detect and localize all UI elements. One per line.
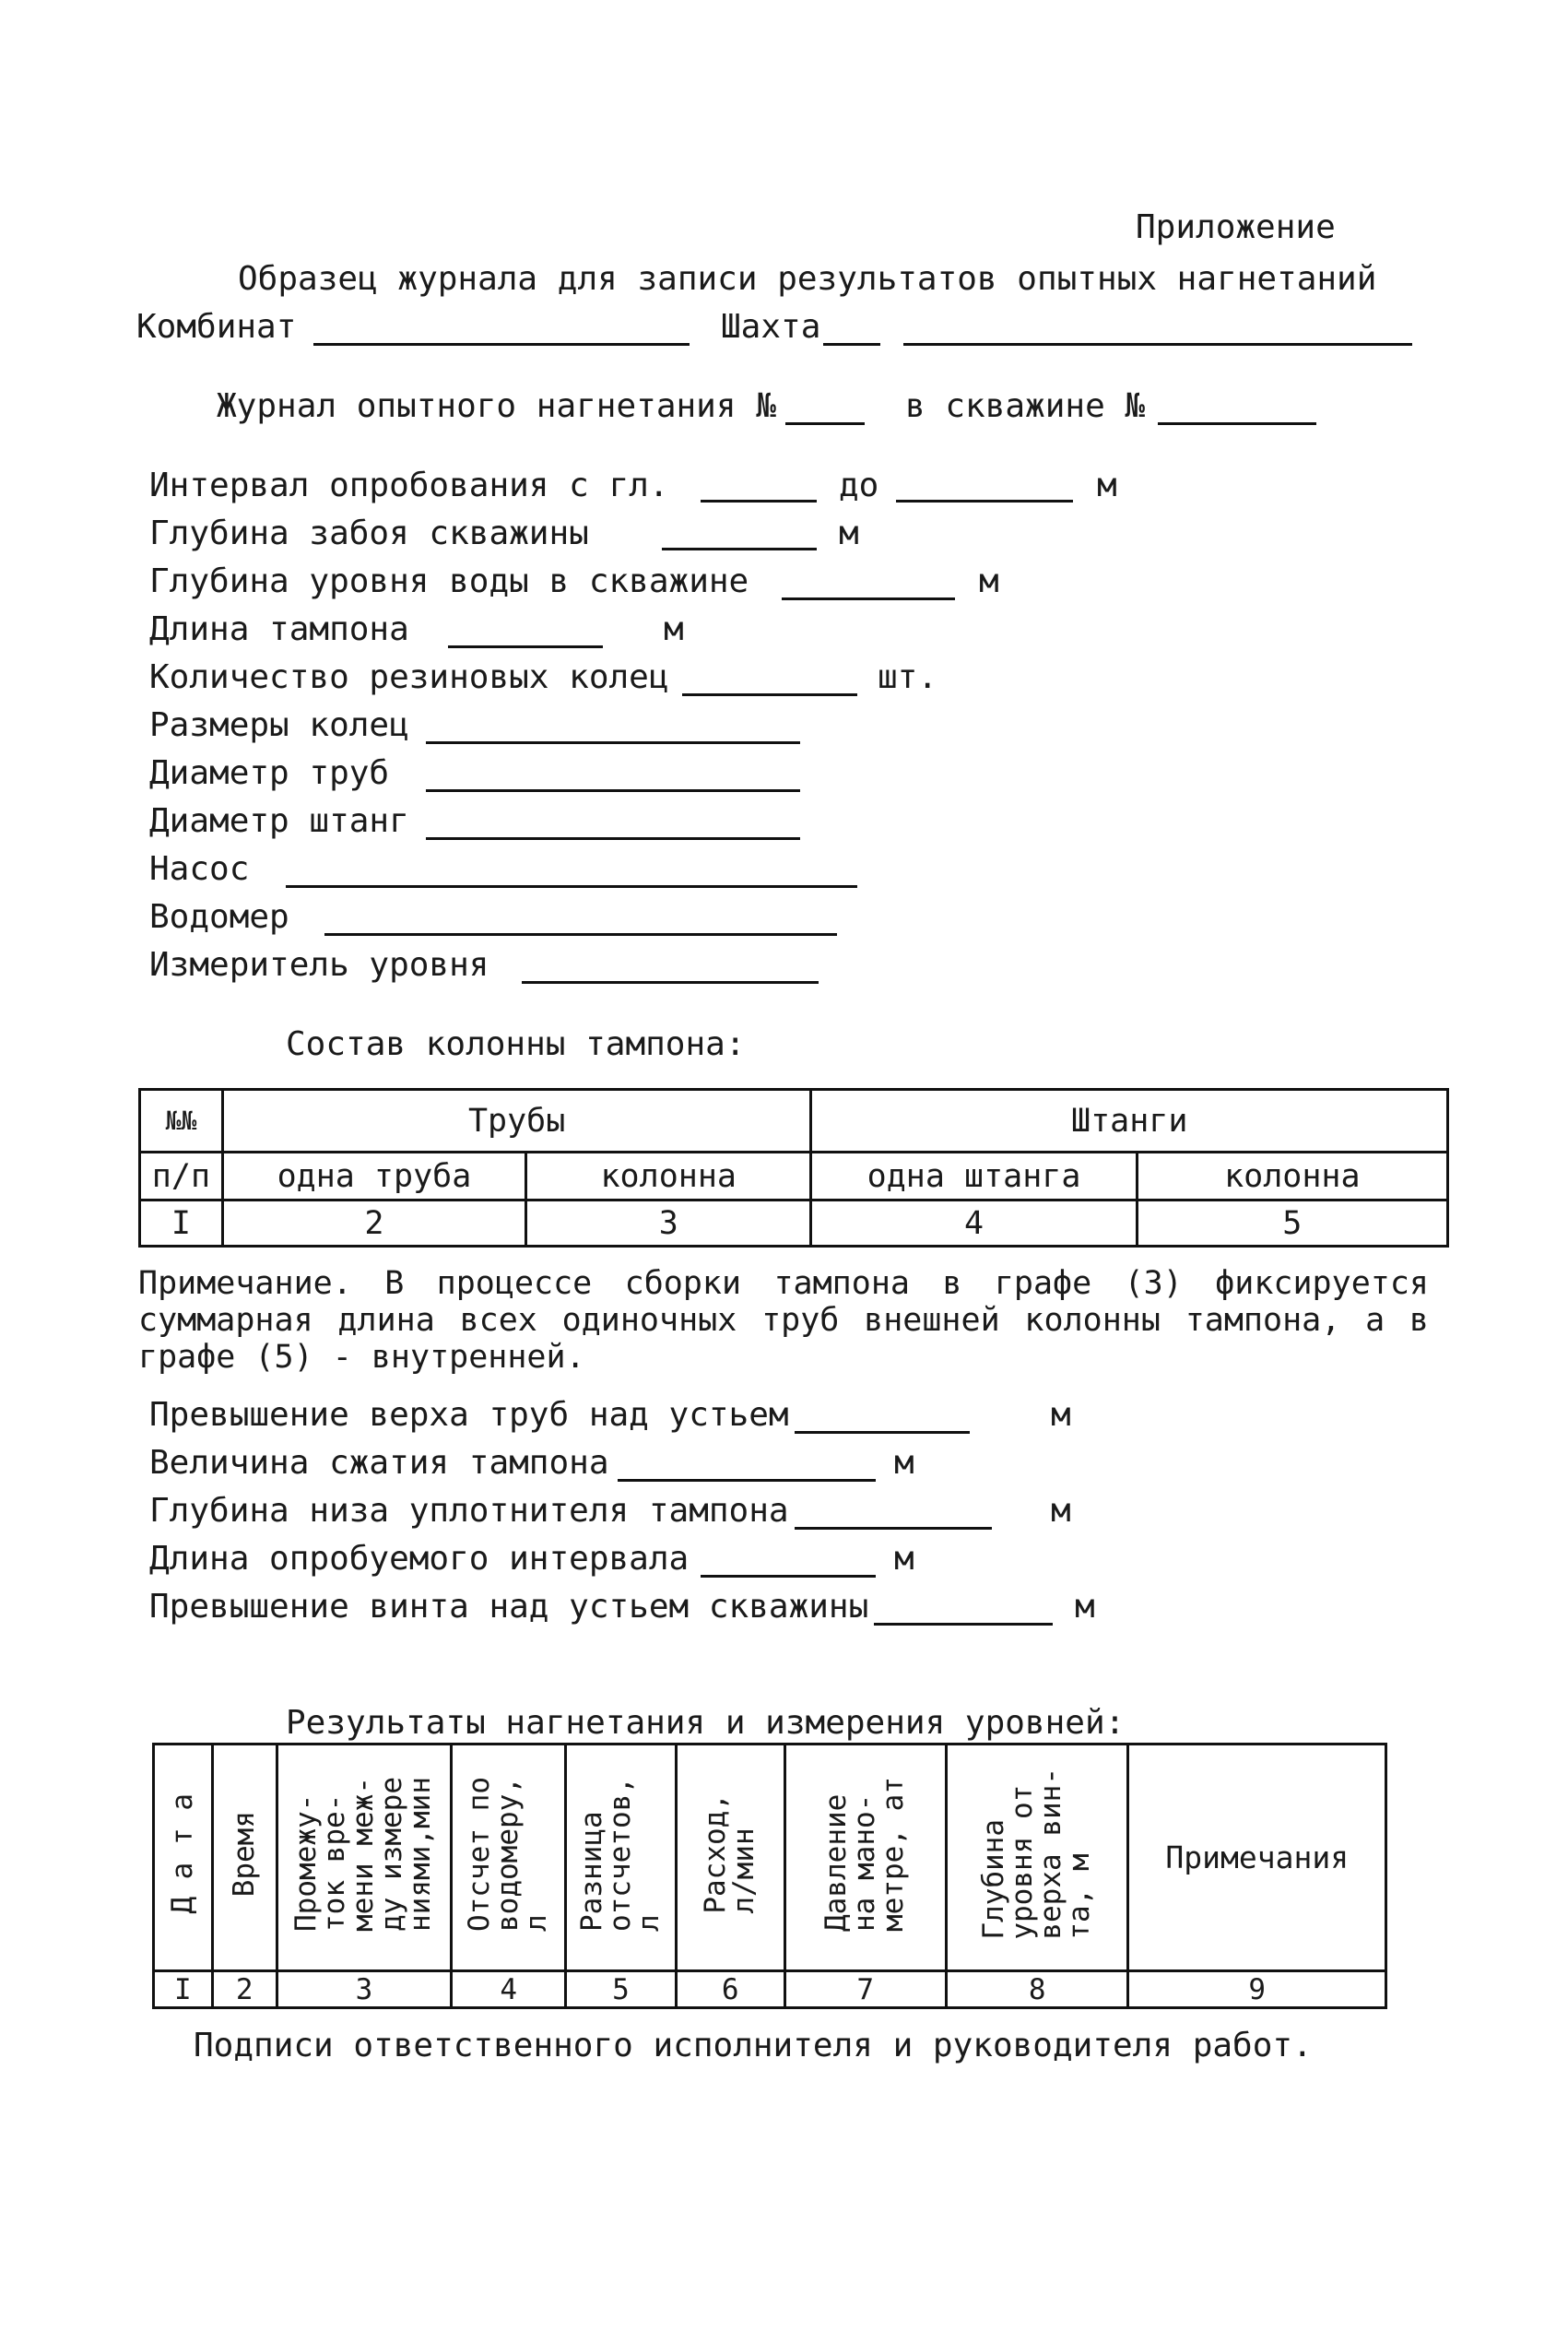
result-column-number: 8 <box>946 1971 1128 2008</box>
reading-diff-header-text: Разница отсчетов, л <box>575 1776 666 1932</box>
interval-label: Интервал опробования с гл. <box>149 467 669 504</box>
one-pipe-header: одна труба <box>222 1153 525 1200</box>
seal-depth-unit: м <box>1051 1492 1071 1530</box>
water-level-field[interactable] <box>782 597 955 600</box>
journal-number-field[interactable] <box>785 422 865 425</box>
column-number: 2 <box>222 1200 525 1247</box>
compression-unit: м <box>894 1444 914 1482</box>
interval-length-label: Длина опробуемого интервала <box>149 1540 690 1578</box>
rings-count-label: Количество резиновых колец <box>149 658 669 696</box>
result-column-number: I <box>154 1971 213 2008</box>
column-number: 3 <box>526 1200 811 1247</box>
pipe-top-field[interactable] <box>795 1431 970 1434</box>
interval-header-text: Промежу- ток вре- мени меж- ду измере ниями,мин <box>289 1776 438 1932</box>
bottom-depth-field[interactable] <box>662 548 817 550</box>
reading-diff-header <box>566 1745 677 1971</box>
packer-length-field[interactable] <box>448 645 603 648</box>
interval-to-field[interactable] <box>896 500 1073 503</box>
interval-length-field[interactable] <box>701 1575 876 1578</box>
time-header <box>212 1745 277 1971</box>
interval-from-field[interactable] <box>701 500 817 503</box>
time-header-text: Время <box>227 1810 261 1898</box>
results-table-title: Результаты нагнетания и измерения уровней: <box>286 1704 1126 1742</box>
pump-label: Насос <box>149 850 250 888</box>
notes-header: Примечания <box>1128 1745 1386 1971</box>
pipe-column-header: колонна <box>526 1153 811 1200</box>
rings-count-unit: шт. <box>878 658 938 696</box>
flow-rate-header <box>676 1745 784 1971</box>
column-number: 4 <box>811 1200 1137 1247</box>
bottom-depth-unit: м <box>839 514 859 552</box>
journal-label: Журнал опытного нагнетания № <box>217 387 776 425</box>
seal-depth-field[interactable] <box>795 1527 992 1530</box>
appendix-label: Приложение <box>1136 208 1336 246</box>
result-column-number: 6 <box>676 1971 784 2008</box>
shakhta-label: Шахта <box>721 308 821 346</box>
column-table-title: Состав колонны тампона: <box>286 1025 746 1063</box>
result-column-number: 2 <box>212 1971 277 2008</box>
one-rod-header: одна штанга <box>811 1153 1137 1200</box>
in-well-label: в скважине № <box>905 387 1146 425</box>
pressure-header-text: Давление на мано- метре, ат <box>819 1776 911 1932</box>
result-column-number: 5 <box>566 1971 677 2008</box>
level-meter-label: Измеритель уровня <box>149 946 489 984</box>
pump-field[interactable] <box>286 885 857 888</box>
rod-diameter-label: Диаметр штанг <box>149 802 409 840</box>
shakhta-field-a[interactable] <box>823 343 880 346</box>
kombinat-label: Комбинат <box>136 308 297 346</box>
level-depth-header-text: Глубина уровня от верха вин- та, м <box>977 1768 1097 1940</box>
result-column-number: 7 <box>784 1971 946 2008</box>
compression-label: Величина сжатия тампона <box>149 1444 609 1482</box>
rods-header: Штанги <box>811 1090 1448 1153</box>
interval-to-label: до <box>839 467 879 504</box>
interval-header <box>277 1745 452 1971</box>
signature-text: Подписи ответственного исполнителя и руководителя работ. <box>194 2027 1313 2064</box>
date-header <box>154 1745 213 1971</box>
result-column-number: 3 <box>277 1971 452 2008</box>
packer-length-unit: м <box>664 610 684 648</box>
packer-length-label: Длина тампона <box>149 610 409 648</box>
pipes-header: Трубы <box>222 1090 811 1153</box>
shakhta-field-b[interactable] <box>903 343 1412 346</box>
note-text: Примечание. В процессе сборки тампона в графе (3) фиксируется суммарная длина всех одиночных труб внешней колонны тампона, а в графе (5) - внутренней. <box>138 1265 1429 1376</box>
flowmeter-reading-header <box>452 1745 566 1971</box>
water-level-label: Глубина уровня воды в скважине <box>149 562 749 600</box>
rod-diameter-field[interactable] <box>426 837 800 840</box>
level-meter-field[interactable] <box>522 981 819 984</box>
flowmeter-label: Водомер <box>149 898 289 936</box>
pipe-top-unit: м <box>1051 1396 1071 1434</box>
pipe-diameter-label: Диаметр труб <box>149 754 390 792</box>
flow-rate-header-text: Расход, л/мин <box>699 1793 761 1914</box>
interval-unit: м <box>1097 467 1117 504</box>
bottom-depth-label: Глубина забоя скважины <box>149 514 589 552</box>
rings-count-field[interactable] <box>682 693 857 696</box>
level-depth-header <box>946 1745 1128 1971</box>
kombinat-field[interactable] <box>313 343 690 346</box>
num-header-bottom: п/п <box>140 1153 223 1200</box>
result-column-number: 9 <box>1128 1971 1386 2008</box>
pipe-top-label: Превышение верха труб над устьем <box>149 1396 789 1434</box>
column-number: I <box>140 1200 223 1247</box>
result-column-number: 4 <box>452 1971 566 2008</box>
compression-field[interactable] <box>618 1479 876 1482</box>
pipe-diameter-field[interactable] <box>426 789 800 792</box>
screw-unit: м <box>1075 1588 1095 1626</box>
screw-field[interactable] <box>874 1623 1053 1626</box>
seal-depth-label: Глубина низа уплотнителя тампона <box>149 1492 789 1530</box>
column-number: 5 <box>1137 1200 1447 1247</box>
interval-length-unit: м <box>894 1540 914 1578</box>
date-header-text: Д а т а <box>165 1793 199 1914</box>
page-title: Образец журнала для записи результатов опытных нагнетаний <box>238 260 1377 298</box>
pressure-header <box>784 1745 946 1971</box>
flowmeter-field[interactable] <box>324 933 837 936</box>
screw-label: Превышение винта над устьем скважины <box>149 1588 869 1626</box>
column-composition-table <box>138 1088 1449 1248</box>
flowmeter-reading-header-text: Отсчет по водомеру, л <box>463 1776 554 1932</box>
water-level-unit: м <box>979 562 999 600</box>
ring-size-field[interactable] <box>426 741 800 744</box>
results-table <box>152 1743 1387 2009</box>
ring-size-label: Размеры колец <box>149 706 409 744</box>
num-header-top: №№ <box>140 1090 223 1153</box>
well-number-field[interactable] <box>1158 422 1316 425</box>
rod-column-header: колонна <box>1137 1153 1447 1200</box>
